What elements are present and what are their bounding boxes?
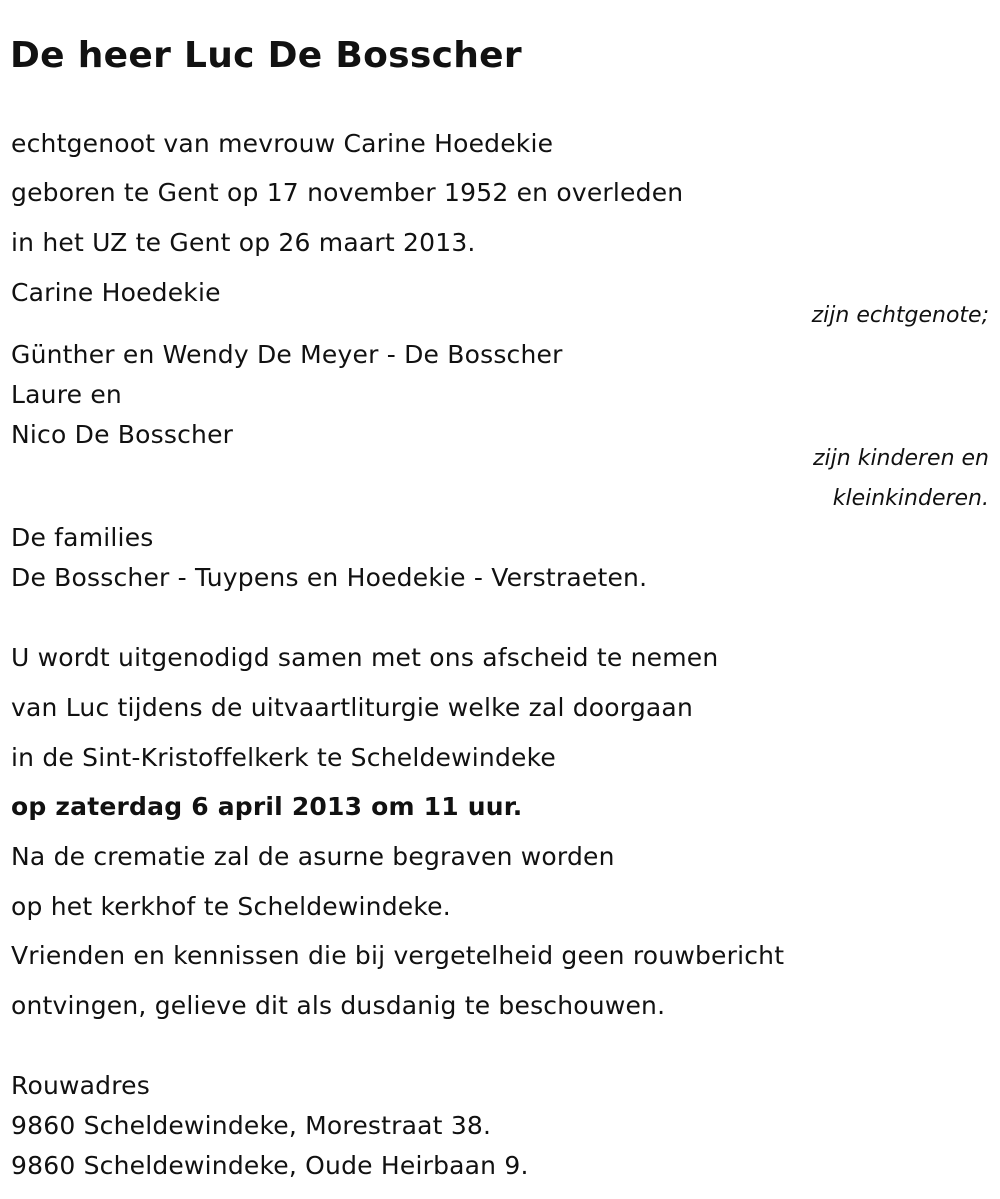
address-label: Rouwadres [11, 1071, 150, 1100]
children-relation-2: kleinkinderen. [832, 486, 989, 511]
page-title: De heer Luc De Bosscher [10, 35, 522, 76]
spouse-relation: zijn echtgenote; [811, 303, 989, 328]
intro-line-2: geboren te Gent op 17 november 1952 en overleden [11, 178, 684, 207]
families-label: De families [11, 523, 154, 552]
address-line-2: 9860 Scheldewindeke, Oude Heirbaan 9. [11, 1151, 529, 1180]
address-line-1: 9860 Scheldewindeke, Morestraat 38. [11, 1111, 492, 1140]
invitation-line-7: Vrienden en kennissen die bij vergetelheid geen rouwbericht [11, 941, 785, 970]
spouse-name: Carine Hoedekie [11, 278, 221, 307]
invitation-line-8: ontvingen, gelieve dit als dusdanig te beschouwen. [11, 991, 666, 1020]
invitation-line-2: van Luc tijdens de uitvaartliturgie welke zal doorgaan [11, 693, 693, 722]
invitation-line-5: Na de crematie zal de asurne begraven worden [11, 842, 615, 871]
intro-line-1: echtgenoot van mevrouw Carine Hoedekie [11, 129, 554, 158]
children-line-1: Günther en Wendy De Meyer - De Bosscher [11, 340, 563, 369]
intro-line-3: in het UZ te Gent op 26 maart 2013. [11, 228, 476, 257]
ceremony-date: op zaterdag 6 april 2013 om 11 uur. [11, 792, 523, 821]
invitation-line-6: op het kerkhof te Scheldewindeke. [11, 892, 451, 921]
invitation-line-3: in de Sint-Kristoffelkerk te Scheldewindeke [11, 743, 556, 772]
children-line-3: Nico De Bosscher [11, 420, 234, 449]
families-names: De Bosscher - Tuypens en Hoedekie - Verstraeten. [11, 563, 648, 592]
invitation-line-1: U wordt uitgenodigd samen met ons afscheid te nemen [11, 643, 719, 672]
children-line-2: Laure en [11, 380, 122, 409]
children-relation-1: zijn kinderen en [813, 446, 989, 471]
